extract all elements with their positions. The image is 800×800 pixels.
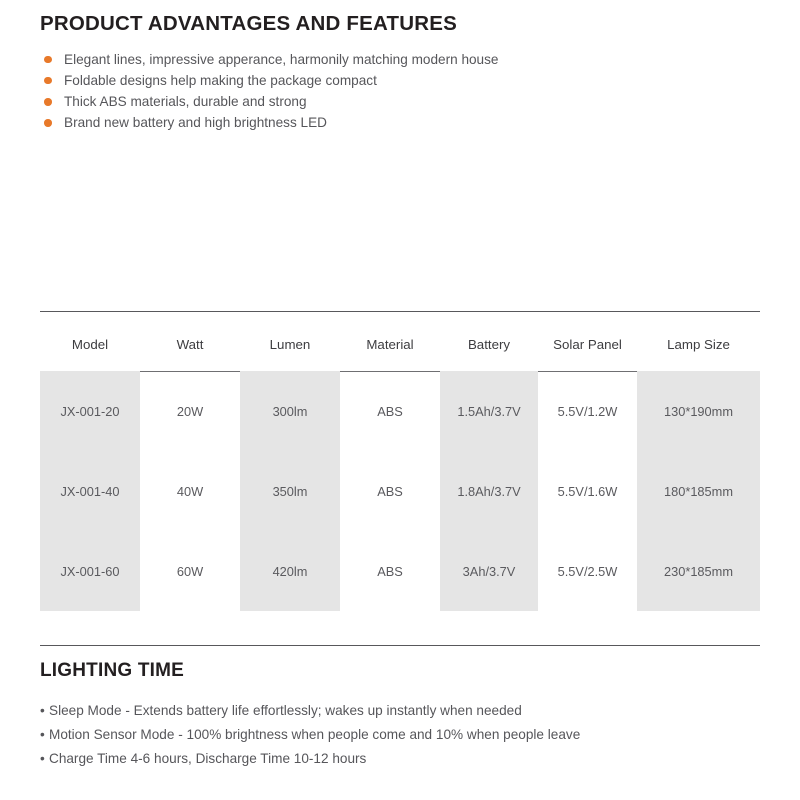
lighting-time-divider bbox=[40, 645, 760, 646]
list-item-label: Motion Sensor Mode - 100% brightness when people come and 10% when people leave bbox=[49, 726, 581, 742]
list-item bbox=[40, 70, 760, 91]
bullet-dot-icon bbox=[44, 119, 52, 127]
table-row bbox=[40, 531, 760, 611]
cell-lumen: 350lm bbox=[240, 451, 340, 531]
column-header-lumen: Lumen bbox=[269, 337, 311, 352]
cell-lumen: 420lm bbox=[240, 531, 340, 611]
bullet-glyph-icon: • bbox=[40, 750, 45, 766]
cell-material: ABS bbox=[377, 563, 403, 579]
cell-watt: 20W bbox=[176, 403, 204, 419]
list-item-label: Thick ABS materials, durable and strong bbox=[64, 94, 307, 110]
column-header-solar-panel: Solar Panel bbox=[553, 337, 622, 352]
list-item bbox=[40, 723, 760, 747]
list-item-label: Brand new battery and high brightness LED bbox=[64, 115, 327, 131]
table-row bbox=[40, 451, 760, 531]
cell-lamp-size: 230*185mm bbox=[637, 531, 760, 611]
table-top-divider bbox=[40, 311, 760, 312]
list-item bbox=[40, 747, 760, 771]
column-header-battery: Battery bbox=[467, 337, 511, 352]
cell-model: JX-001-60 bbox=[40, 531, 140, 611]
cell-lamp-size: 130*190mm bbox=[637, 371, 760, 451]
bullet-glyph-icon: • bbox=[40, 726, 45, 742]
column-header-watt: Watt bbox=[176, 337, 204, 352]
list-item bbox=[40, 112, 760, 133]
cell-solar-panel: 5.5V/2.5W bbox=[557, 563, 618, 579]
cell-solar-panel: 5.5V/1.6W bbox=[557, 483, 618, 499]
list-item bbox=[40, 91, 760, 112]
list-item-label: Elegant lines, impressive apperance, harmonily matching modern house bbox=[64, 51, 499, 67]
lighting-time-list bbox=[40, 699, 760, 771]
bullet-dot-icon bbox=[44, 77, 52, 85]
cell-watt: 40W bbox=[176, 483, 204, 499]
cell-battery: 3Ah/3.7V bbox=[440, 531, 538, 611]
lighting-time-section bbox=[40, 660, 760, 771]
table-header-row bbox=[40, 318, 760, 371]
cell-lamp-size: 180*185mm bbox=[637, 451, 760, 531]
product-advantages-section bbox=[40, 12, 760, 134]
list-item-label: Charge Time 4-6 hours, Discharge Time 10-12 hours bbox=[49, 750, 367, 766]
specification-table bbox=[40, 318, 760, 611]
column-header-material: Material bbox=[366, 337, 414, 352]
cell-solar-panel: 5.5V/1.2W bbox=[557, 403, 618, 419]
cell-watt: 60W bbox=[176, 563, 204, 579]
list-item bbox=[40, 699, 760, 723]
cell-model: JX-001-40 bbox=[40, 451, 140, 531]
lighting-time-title: LIGHTING TIME bbox=[40, 660, 185, 681]
list-item-label: Sleep Mode - Extends battery life effortlessly; wakes up instantly when needed bbox=[49, 702, 522, 718]
cell-battery: 1.5Ah/3.7V bbox=[440, 371, 538, 451]
product-advantages-list bbox=[40, 49, 760, 134]
table-row bbox=[40, 371, 760, 451]
column-header-lamp-size: Lamp Size bbox=[667, 337, 730, 352]
product-advantages-title: PRODUCT ADVANTAGES AND FEATURES bbox=[40, 12, 457, 35]
list-item-label: Foldable designs help making the package compact bbox=[64, 72, 377, 88]
bullet-dot-icon bbox=[44, 56, 52, 64]
cell-lumen: 300lm bbox=[240, 371, 340, 451]
cell-material: ABS bbox=[377, 403, 403, 419]
bullet-glyph-icon: • bbox=[40, 702, 45, 718]
cell-material: ABS bbox=[377, 483, 403, 499]
list-item bbox=[40, 49, 760, 70]
cell-battery: 1.8Ah/3.7V bbox=[440, 451, 538, 531]
column-header-model: Model bbox=[71, 337, 109, 352]
cell-model: JX-001-20 bbox=[40, 371, 140, 451]
bullet-dot-icon bbox=[44, 98, 52, 106]
